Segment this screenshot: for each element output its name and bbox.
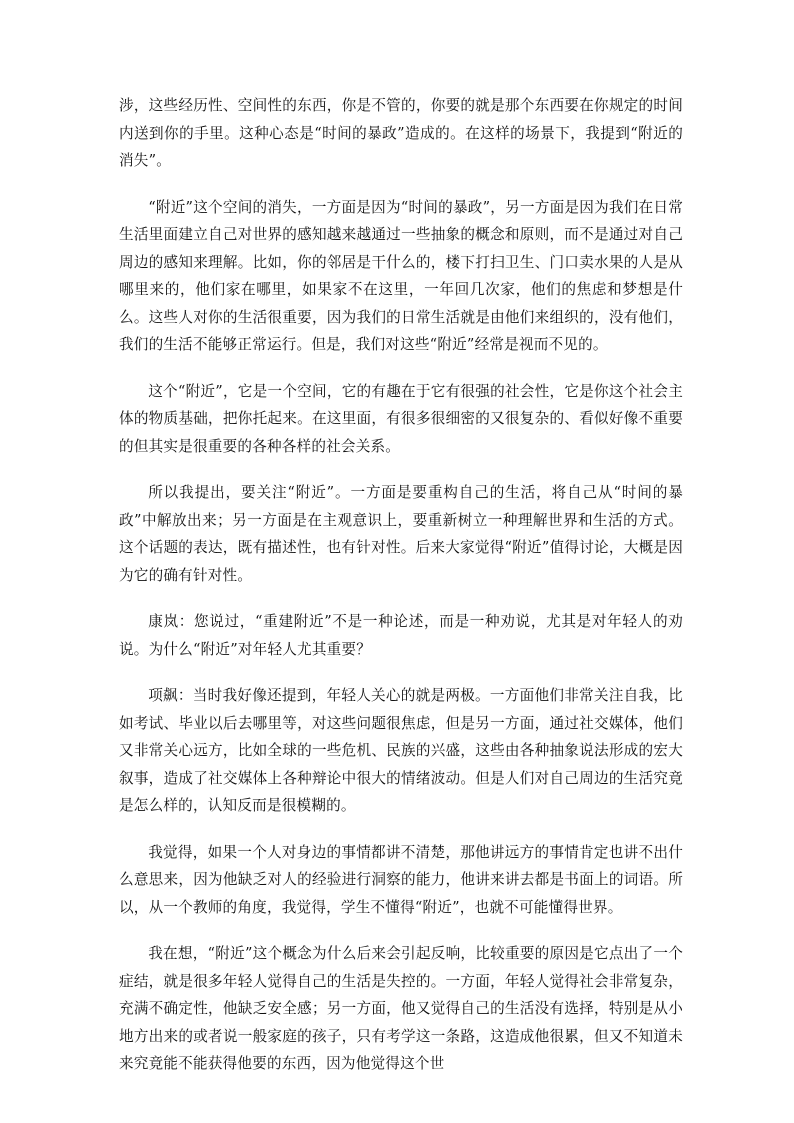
- paragraph-7: 我觉得，如果一个人对身边的事情都讲不清楚，那他讲远方的事情肯定也讲不出什么意思来，因为他缺乏对人的经验进行洞察的能力，他讲来讲去都是书面上的词语。所以，从一个教师的角度，我觉得，学生不懂得“附近”，也就不可能懂得世界。: [119, 843, 683, 916]
- paragraph-4: 所以我提出，要关注“附近”。一方面是要重构自己的生活，将自己从“时间的暴政”中解放出来；另一方面是在主观意识上，要重新树立一种理解世界和生活的方式。这个话题的表达，既有描述性，也有针对性。后来大家觉得“附近”值得讨论，大概是因为它的确有针对性。: [119, 484, 683, 584]
- paragraph-6: 项飙：当时我好像还提到，年轻人关心的就是两极。一方面他们非常关注自我，比如考试、毕业以后去哪里等，对这些问题很焦虑，但是另一方面，通过社交媒体，他们又非常关心远方，比如全球的一些危机、民族的兴盛，这些由各种抽象说法形成的宏大叙事，造成了社交媒体上各种辩论中很大的情绪波动。但是人们对自己周边的生活究竟是怎么样的，认知反而是很模糊的。: [119, 687, 683, 814]
- paragraph-5: 康岚：您说过，“重建附近”不是一种论述，而是一种劝说，尤其是对年轻人的劝说。为什么“附近”对年轻人尤其重要？: [119, 613, 683, 658]
- paragraph-1: 涉，这些经历性、空间性的东西，你是不管的，你要的就是那个东西要在你规定的时间内送到你的手里。这种心态是“时间的暴政”造成的。在这样的场景下，我提到“附近的消失”。: [119, 97, 683, 169]
- document-page: [119, 92, 683, 1097]
- paragraph-2: “附近”这个空间的消失，一方面是因为“时间的暴政”，另一方面是因为我们在日常生活里面建立自己对世界的感知越来越通过一些抽象的概念和原则，而不是通过对自己周边的感知来理解。比如，你的邻居是干什么的，楼下打扫卫生、门口卖水果的人是从哪里来的，他们家在哪里，如果家不在这里，一年回几次家，他们的焦虑和梦想是什么。这些人对你的生活很重要，因为我们的日常生活就是由他们来组织的，没有他们，我们的生活不能够正常运行。但是，我们对这些“附近”经常是视而不见的。: [119, 198, 683, 353]
- paragraph-3: 这个“附近”，它是一个空间，它的有趣在于它有很强的社会性，它是你这个社会主体的物质基础，把你托起来。在这里面，有很多很细密的又很复杂的、看似好像不重要的但其实是很重要的各种各样的社会关系。: [119, 382, 683, 455]
- paragraph-8: 我在想，“附近”这个概念为什么后来会引起反响，比较重要的原因是它点出了一个症结，就是很多年轻人觉得自己的生活是失控的。一方面，年轻人觉得社会非常复杂，充满不确定性，他缺乏安全感；另一方面，他又觉得自己的生活没有选择，特别是从小地方出来的或者说一般家庭的孩子，只有考学这一条路，这造成他很累，但又不知道未来究竟能不能获得他要的东西，因为他觉得这个世: [119, 945, 683, 1072]
